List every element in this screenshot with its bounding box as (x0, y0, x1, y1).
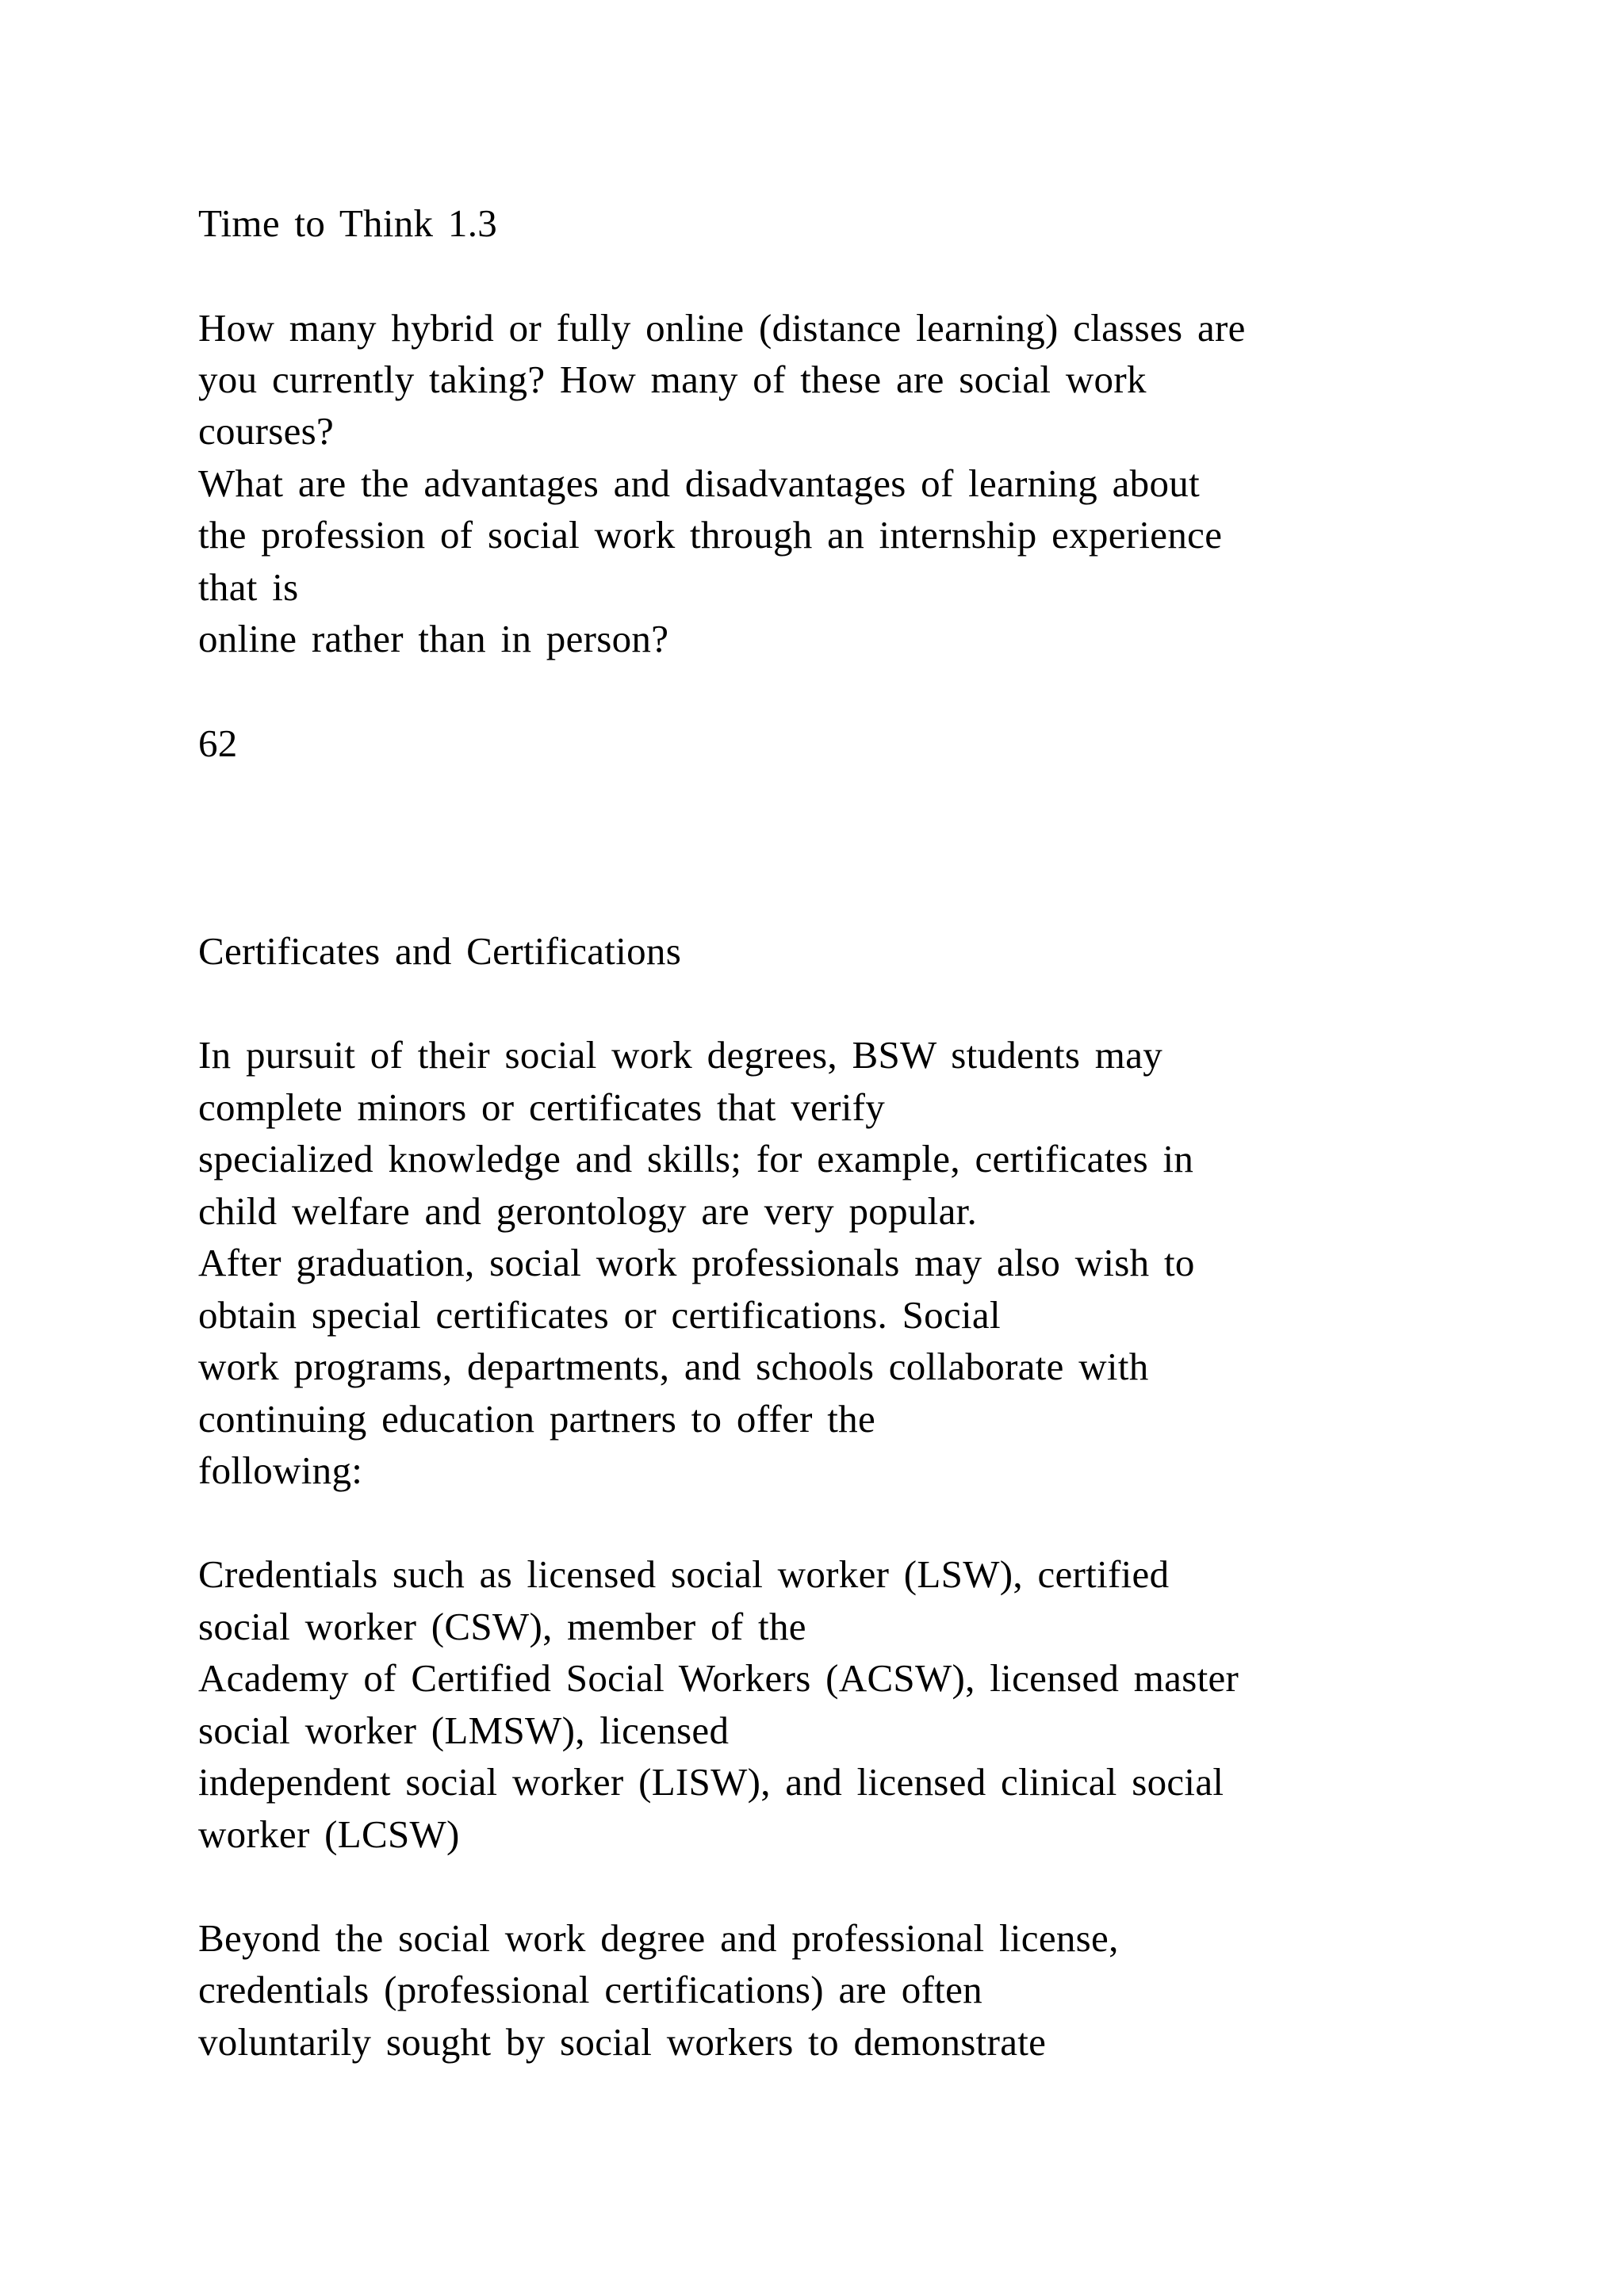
text-line: online rather than in person? (198, 617, 669, 660)
text-line: continuing education partners to offer the (198, 1397, 876, 1441)
text-line: social worker (LMSW), licensed (198, 1709, 730, 1752)
text-line: How many hybrid or fully online (distance learning) classes are (198, 306, 1246, 350)
text-line: Credentials such as licensed social worker (LSW), certified (198, 1552, 1170, 1596)
text-line: After graduation, social work professionals may also wish to (198, 1241, 1195, 1284)
text-line: the profession of social work through an internship experience (198, 513, 1223, 557)
text-line: In pursuit of their social work degrees, BSW students may (198, 1033, 1163, 1077)
text-line: worker (LCSW) (198, 1812, 460, 1856)
text-line: child welfare and gerontology are very popular. (198, 1189, 978, 1233)
text-line: that is (198, 565, 299, 609)
text-line: voluntarily sought by social workers to demonstrate (198, 2020, 1047, 2064)
text-line: Academy of Certified Social Workers (ACSW), licensed master (198, 1656, 1239, 1700)
text-line: What are the advantages and disadvantages of learning about (198, 461, 1200, 505)
text-line: courses? (198, 409, 335, 453)
text-line: Beyond the social work degree and professional license, (198, 1916, 1119, 1960)
text-line: complete minors or certificates that verify (198, 1085, 886, 1129)
text-line: work programs, departments, and schools collaborate with (198, 1345, 1149, 1388)
text-line: following: (198, 1448, 363, 1492)
section-heading-time-to-think: Time to Think 1.3 (198, 201, 498, 245)
section-heading-certificates: Certificates and Certifications (198, 929, 682, 973)
text-line: you currently taking? How many of these are social work (198, 358, 1147, 401)
text-line: specialized knowledge and skills; for example, certificates in (198, 1137, 1194, 1181)
text-line: credentials (professional certifications) are often (198, 1968, 982, 2011)
text-line: social worker (CSW), member of the (198, 1605, 806, 1648)
text-line: independent social worker (LISW), and licensed clinical social (198, 1760, 1224, 1804)
text-line: obtain special certificates or certifications. Social (198, 1293, 1001, 1337)
page-number: 62 (198, 721, 238, 765)
